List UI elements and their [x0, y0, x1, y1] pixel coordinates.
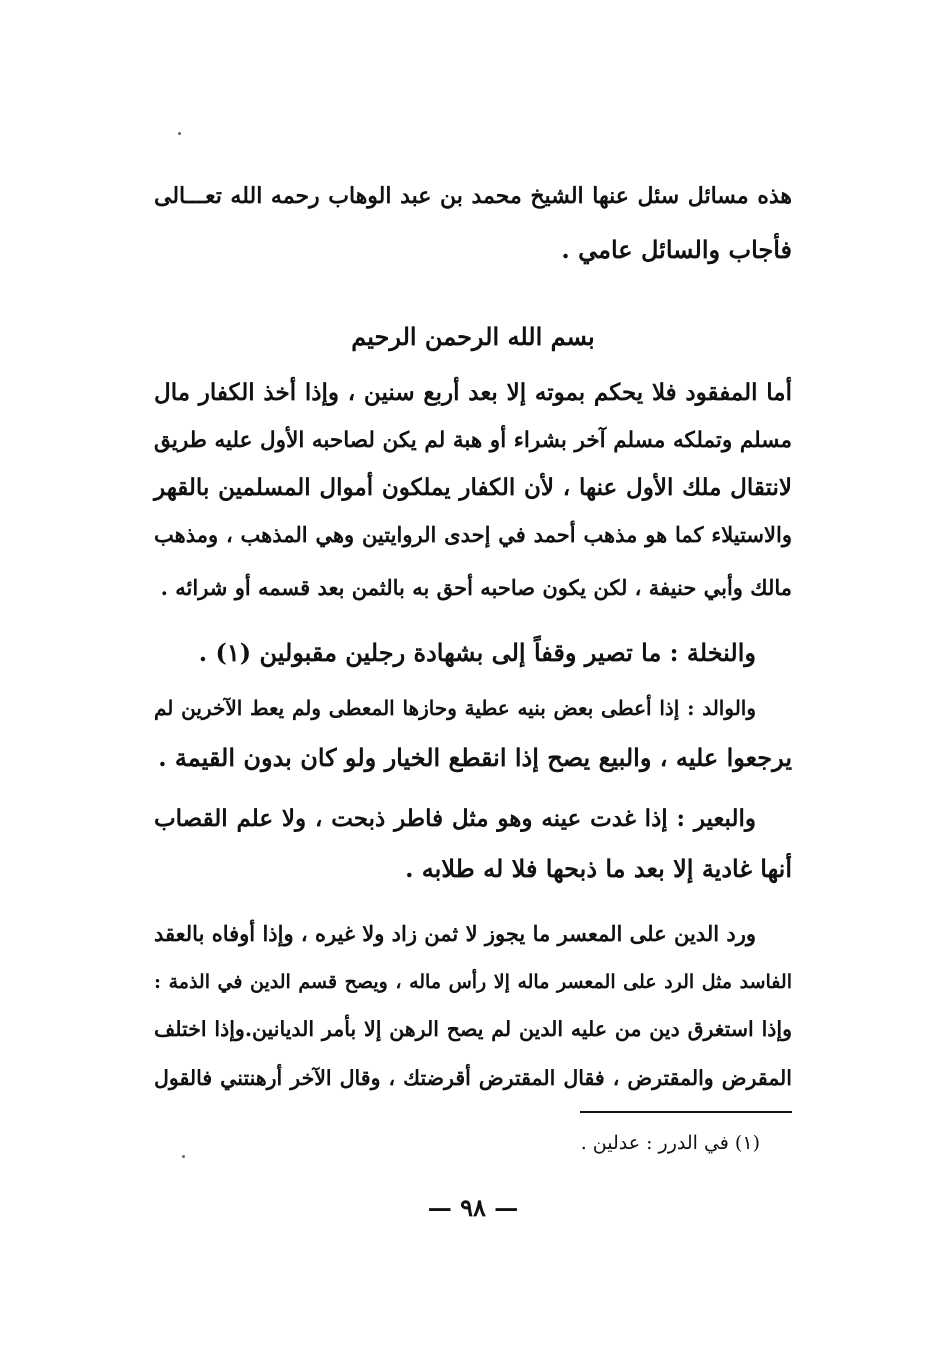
body-line: أما المفقود فلا يحكم بموته إلا بعد أربع سنين ، وإذا أخذ الكفار مال — [154, 379, 793, 406]
body-line: والنخلة : ما تصير وقفاً إلى بشهادة رجلين مقبولين (١) . — [198, 638, 756, 667]
intro-line: هذه مسائل سئل عنها الشيخ محمد بن عبد الوهاب رحمه الله تعـــالى — [154, 183, 792, 209]
body-line: الفاسد مثل الرد على المعسر ماله إلا رأس ماله ، ويصح قسم الدين في الذمة : — [154, 971, 792, 993]
body-line: والوالد : إذا أعطى بعض بنيه عطية وحازها المعطى ولم يعط الآخرين لم — [154, 696, 756, 720]
body-line: ورد الدين على المعسر ما يجوز لا ثمن زاد ولا غيره ، وإذا أوفاه بالعقد — [154, 921, 756, 946]
body-line: يرجعوا عليه ، والبيع يصح إذا انقطع الخيار ولو كان بدون القيمة . — [158, 743, 792, 772]
body-line: والاستيلاء كما هو مذهب أحمد في إحدى الروايتين وهي المذهب ، ومذهب — [154, 522, 792, 547]
basmala-heading: بسم الله الرحمن الرحيم — [351, 322, 595, 351]
body-line: أنها غادية إلا بعد ما ذبحها فلا له طلابه . — [405, 854, 792, 883]
scan-speck — [178, 132, 181, 135]
footnote-rule — [580, 1111, 792, 1113]
body-line: والبعير : إذا غدت عينه وهو مثل فاطر ذبحت ، ولا علم القصاب — [154, 805, 756, 832]
body-line: مالك وأبي حنيفة ، لكن يكون صاحبه أحق به بالثمن بعد قسمه أو شرائه . — [160, 575, 792, 600]
body-line: لانتقال ملك الأول عنها ، لأن الكفار يملكون أموال المسلمين بالقهر — [154, 474, 792, 501]
scan-speck — [182, 1155, 185, 1158]
body-line: مسلم وتملكه مسلم آخر بشراء أو هبة لم يكن لصاحبه الأول عليه طريق — [154, 428, 792, 453]
footnote: (١) في الدرر : عدلين . — [580, 1132, 760, 1154]
page-number: — ٩٨ — — [427, 1193, 519, 1222]
body-line: المقرض والمقترض ، فقال المقترض أقرضتك ، وقال الآخر أرهنتني فالقول — [154, 1066, 792, 1090]
intro-line: فأجاب والسائل عامي . — [561, 235, 792, 264]
body-line: وإذا استغرق دين من عليه الدين لم يصح الرهن إلا بأمر الديانين.وإذا اختلف — [154, 1017, 792, 1041]
